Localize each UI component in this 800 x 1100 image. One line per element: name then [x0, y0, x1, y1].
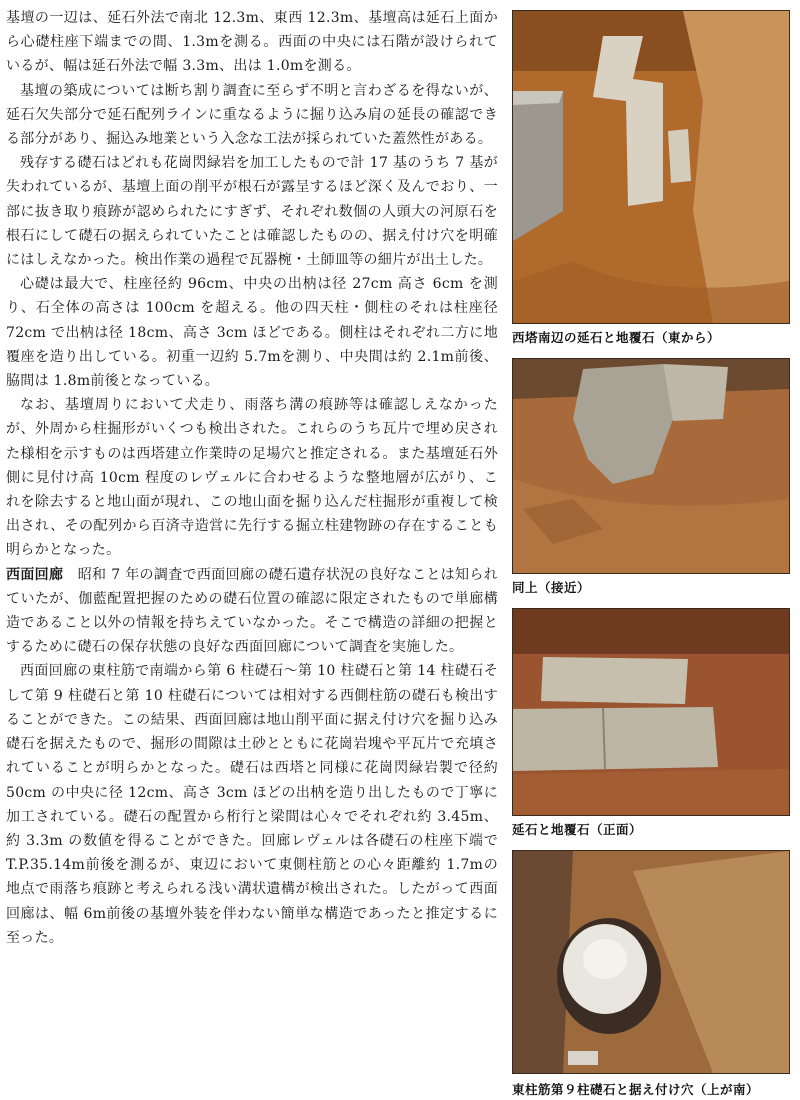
paragraph-surroundings: なお、基壇周りにおいて犬走り、雨落ち溝の痕跡等は確認しえなかったが、外周から柱掘形がいくつも検出された。これらのうち瓦片で埋め戻された様相を示すものは西塔建立作業時の足場穴と推定される。また基壇延石外側に見付け高 10cm 程度のレヴェルに合わせるような整地層が広がり、これを除去すると地山面が現れ、この地山面を掘り込んだ柱掘形が重複して検出され、その配列から百済寺造営に先行する掘立柱建物跡の存在することも明らかとなった。	[6, 397, 498, 559]
photo-foundation-stone-pit	[512, 850, 790, 1074]
caption-photo-2: 同上（接近）	[512, 580, 591, 595]
paragraph-podium-dimensions: 基壇の一辺は、延石外法で南北 12.3m、東西 12.3m、基壇高は延石上面から心礎柱座下端までの間、1.3mを測る。西面の中央には石階が設けられているが、幅は延石外法で幅 3.3m、出は 1.0mを測る。	[6, 10, 498, 75]
excavation-photo-3	[513, 609, 789, 815]
west-corridor-intro: 昭和 7 年の調査で西面回廊の礎石遺存状況の良好なことは知られていたが、伽藍配置把握のための礎石位置の確認に限定されたもので単廊構造であること以外の情報を持ちえていなかった。そこで構造の詳細の把握とするために礎石の保存状態の良好な西面回廊について調査を実施した。	[6, 566, 498, 656]
section-heading-west-corridor: 西面回廊	[6, 566, 64, 583]
body-text-column	[6, 6, 498, 950]
excavation-photo-2	[513, 359, 789, 573]
excavation-photo-1	[513, 11, 789, 323]
paragraph-foundation-stones: 残存する礎石はどれも花崗閃緑岩を加工したもので計 17 基のうち 7 基が失われているが、基壇上面の削平が根石が露呈するほど深く及んでおり、一部に抜き取り痕跡が認められたにすぎず、それぞれ数個の人頭大の河原石を根石にして礎石の据えられていたことは確認したものの、据え付け穴を明確にはしえなかった。検出作業の過程で瓦器椀・土師皿等の細片が出土した。	[6, 155, 498, 269]
caption-photo-1: 西塔南辺の延石と地覆石（東から）	[512, 330, 721, 345]
photo-curbstones-front	[512, 608, 790, 816]
paragraph-podium-construction: 基壇の築成については断ち割り調査に至らず不明と言わざるを得ないが、延石欠失部分で延石配列ラインに重なるように掘り込み肩の延長の確認できる部分があり、掘込み地業という入念な工法が採られていた蓋然性がある。	[6, 82, 498, 148]
caption-photo-3: 延石と地覆石（正面）	[512, 822, 643, 837]
paragraph-central-stone: 心礎は最大で、柱座径約 96cm、中央の出枘は径 27cm 高さ 6cm を測り、石全体の高さは 100cm を超える。他の四天柱・側柱のそれは柱座径 72cm で出枘は径 18cm、高さ 3cm ほどである。側柱はそれぞれ二方に地覆座を造り出している。初重一辺約 5.7mを測り、中央間は約 2.1m前後、脇間は 1.8m前後となっている。	[6, 276, 498, 390]
excavation-photo-4	[513, 851, 789, 1073]
photo-west-pagoda-curbstones	[512, 10, 790, 324]
photo-curbstones-closeup	[512, 358, 790, 574]
photo-column	[508, 0, 794, 1100]
paragraph-west-corridor	[6, 563, 498, 660]
caption-photo-4: 東柱筋第９柱礎石と据え付け穴（上が南）	[512, 1082, 760, 1097]
paragraph-west-corridor-findings: 西面回廊の東柱筋で南端から第 6 柱礎石～第 10 柱礎石と第 14 柱礎石そして第 9 柱礎石と第 10 柱礎石については相対する西側柱筋の礎石も検出することができた。この結果、西面回廊は地山削平面に据え付け穴を掘り込み礎石を据えたもので、掘形の間隙は土砂とともに花崗岩塊や平瓦片で充填されていることが明らかとなった。礎石は西塔と同様に花崗閃緑岩製で径約 50cm の中央に径 12cm、高さ 3cm ほどの出枘を造り出したもので丁寧に加工されている。礎石の配置から桁行と梁間は心々でそれぞれ約 3.45m、約 3.3m の数値を得ることができた。回廊レヴェルは各礎石の柱座下端で T.P.35.14m前後を測るが、東辺において東側柱筋との心々距離約 1.7mの地点で雨落ち痕跡と考えられる浅い溝状遺構が検出された。したがって西面回廊は、幅 6m前後の基壇外装を伴わない簡単な構造であったと推定するに至った。	[6, 663, 498, 946]
